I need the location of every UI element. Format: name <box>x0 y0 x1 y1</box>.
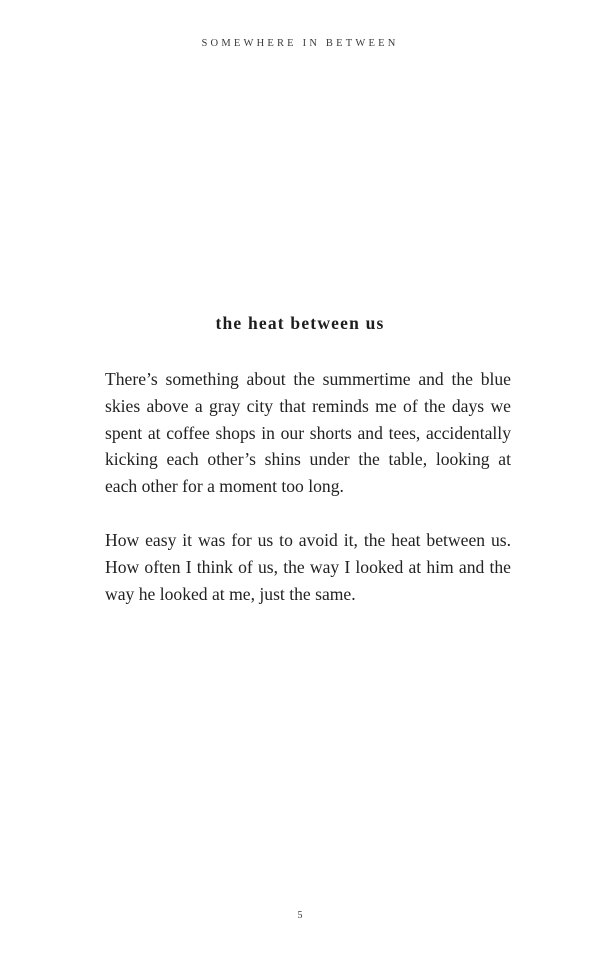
running-header: SOMEWHERE IN BETWEEN <box>201 38 399 49</box>
poem-title: the heat between us <box>215 313 385 333</box>
poem-paragraph-2: How easy it was for us to avoid it, the heat between us. How often I think of us, the way I looked at him and the way he looked at me, just the same. <box>105 529 511 604</box>
poem-paragraph-1: There’s something about the summertime and the blue skies above a gray city that reminds me of the days we spent at coffee shops in our shorts and tees, accidentally kicking each other’s shins under the table, looking at each other for a moment too long. <box>105 369 511 497</box>
poem-body <box>105 366 511 634</box>
page-number: 5 <box>297 910 303 921</box>
